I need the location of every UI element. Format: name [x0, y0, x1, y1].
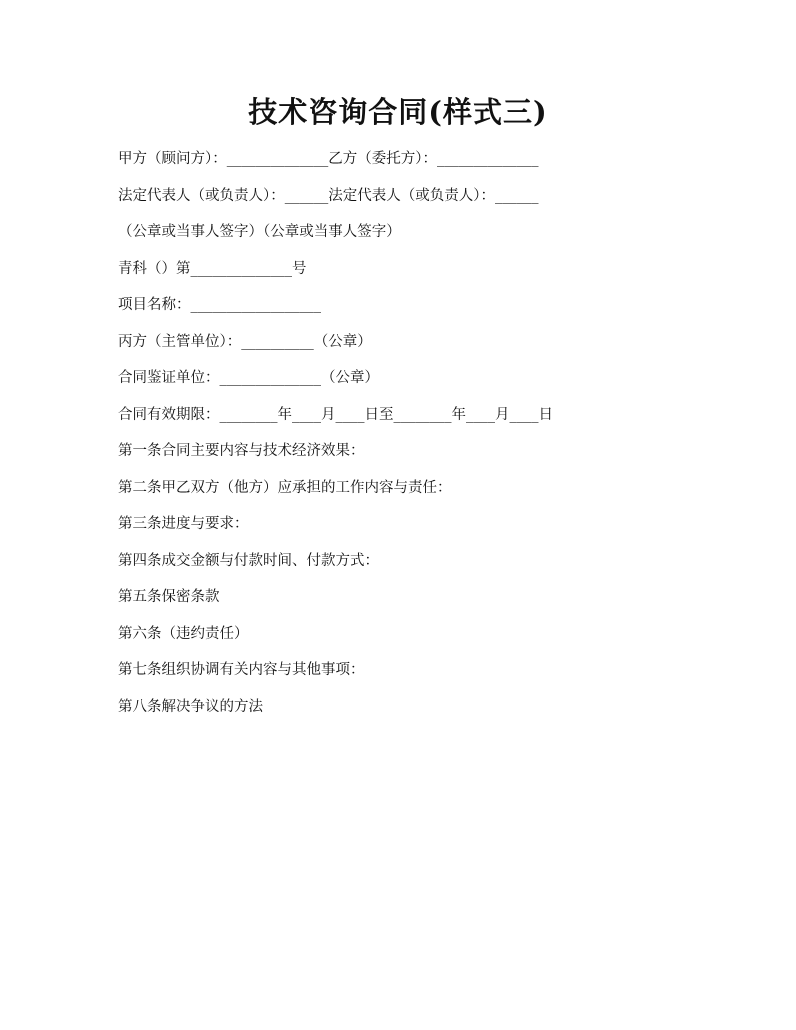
clause-8: 第八条解决争议的方法	[118, 698, 263, 715]
document-title: 技术咨询合同(样式三)	[248, 95, 548, 129]
line-seal-signatures: （公章或当事人签字）（公章或当事人签字）	[118, 224, 401, 240]
clause-3: 第三条进度与要求：	[118, 516, 249, 532]
line-verification-unit: 合同鉴证单位：______________（公章）	[118, 370, 379, 386]
clause-4: 第四条成交金额与付款时间、付款方式：	[118, 552, 379, 569]
line-validity-period: 合同有效期限：________年____月____日至________年____月____日	[118, 406, 553, 423]
clause-7: 第七条组织协调有关内容与其他事项：	[118, 662, 365, 678]
clause-1: 第一条合同主要内容与技术经济效果：	[118, 443, 365, 459]
clause-5: 第五条保密条款	[118, 589, 220, 605]
clause-2: 第二条甲乙双方（他方）应承担的工作内容与责任：	[118, 479, 452, 496]
line-legal-representatives: 法定代表人（或负责人）：______法定代表人（或负责人）：______	[118, 187, 539, 204]
line-contract-number: 青科（）第______________号	[118, 260, 307, 277]
clause-6: 第六条（违约责任）	[118, 625, 249, 642]
line-party-a-b: 甲方（顾问方）：______________乙方（委托方）：______________	[118, 151, 539, 167]
line-project-name: 项目名称：__________________	[118, 297, 321, 313]
document-body	[118, 146, 718, 730]
line-party-c: 丙方（主管单位）：__________（公章）	[118, 333, 372, 350]
